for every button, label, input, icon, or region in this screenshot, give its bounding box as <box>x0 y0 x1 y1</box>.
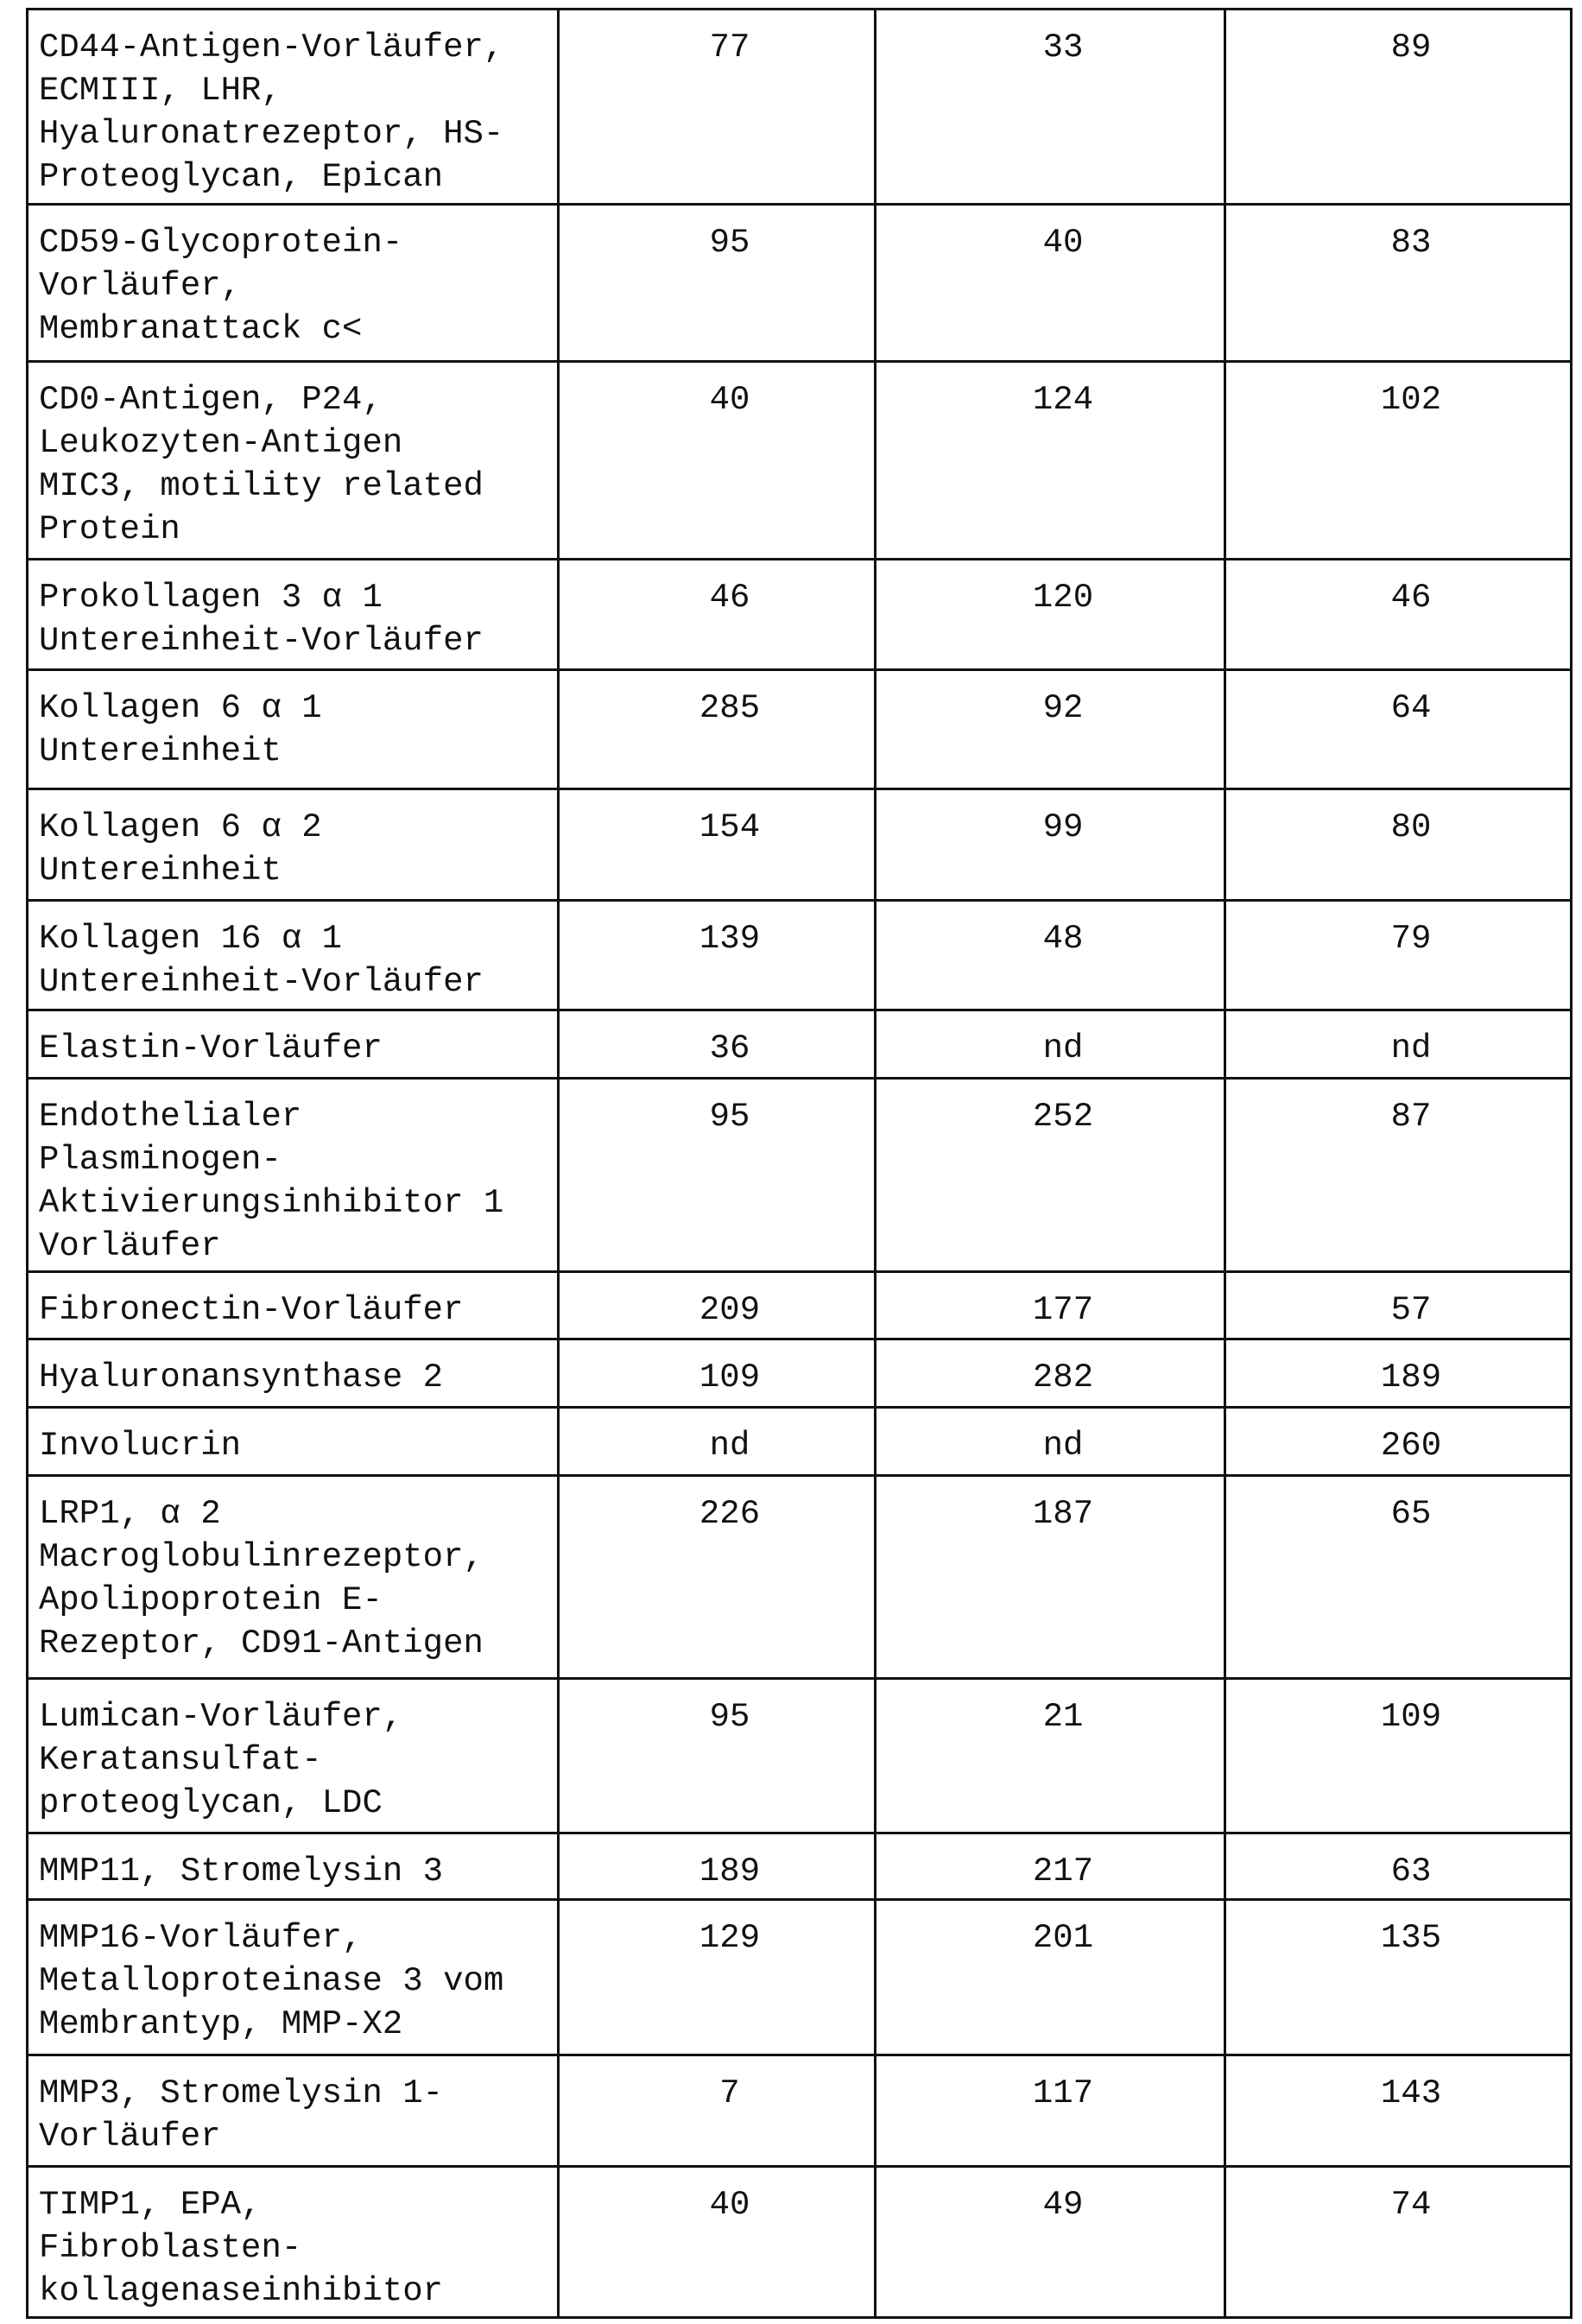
value-cell-1: 95 <box>559 205 876 362</box>
value-cell-2: 252 <box>876 1079 1225 1272</box>
value-cell-2: 120 <box>876 560 1225 670</box>
value-cell-2: 40 <box>876 205 1225 362</box>
value-cell-3: 135 <box>1225 1900 1572 2055</box>
value-cell-3: 87 <box>1225 1079 1572 1272</box>
value-cell-2: 99 <box>876 789 1225 901</box>
value-cell-1: 109 <box>559 1339 876 1408</box>
table-row <box>28 901 1572 1010</box>
table-row <box>28 1408 1572 1476</box>
protein-name-cell: CD0-Antigen, P24, Leukozyten-Antigen MIC3, motility related Protein <box>28 362 559 560</box>
table-row <box>28 1900 1572 2055</box>
value-cell-1: nd <box>559 1408 876 1476</box>
table-row <box>28 1339 1572 1408</box>
protein-name-cell: Kollagen 6 α 1 Untereinheit <box>28 670 559 789</box>
value-cell-1: 36 <box>559 1010 876 1079</box>
value-cell-2: 217 <box>876 1833 1225 1900</box>
value-cell-1: 40 <box>559 362 876 560</box>
value-cell-2: 92 <box>876 670 1225 789</box>
value-cell-2: 124 <box>876 362 1225 560</box>
table-row <box>28 2055 1572 2167</box>
table-row <box>28 1476 1572 1679</box>
protein-name-cell: Prokollagen 3 α 1 Untereinheit-Vorläufer <box>28 560 559 670</box>
table-row <box>28 9 1572 205</box>
value-cell-3: nd <box>1225 1010 1572 1079</box>
value-cell-3: 65 <box>1225 1476 1572 1679</box>
table-row <box>28 789 1572 901</box>
value-cell-1: 46 <box>559 560 876 670</box>
value-cell-3: 79 <box>1225 901 1572 1010</box>
table-row <box>28 1010 1572 1079</box>
value-cell-1: 209 <box>559 1272 876 1339</box>
value-cell-1: 95 <box>559 1679 876 1833</box>
protein-name-cell: Elastin-Vorläufer <box>28 1010 559 1079</box>
value-cell-3: 46 <box>1225 560 1572 670</box>
value-cell-1: 189 <box>559 1833 876 1900</box>
value-cell-1: 129 <box>559 1900 876 2055</box>
value-cell-3: 64 <box>1225 670 1572 789</box>
value-cell-2: 48 <box>876 901 1225 1010</box>
protein-name-cell: Involucrin <box>28 1408 559 1476</box>
table-row <box>28 1833 1572 1900</box>
table-row <box>28 1679 1572 1833</box>
value-cell-3: 102 <box>1225 362 1572 560</box>
value-cell-1: 285 <box>559 670 876 789</box>
value-cell-3: 83 <box>1225 205 1572 362</box>
value-cell-2: 187 <box>876 1476 1225 1679</box>
table-row <box>28 205 1572 362</box>
value-cell-2: 49 <box>876 2167 1225 2318</box>
expression-table <box>26 8 1573 2319</box>
value-cell-3: 80 <box>1225 789 1572 901</box>
protein-name-cell: MMP11, Stromelysin 3 <box>28 1833 559 1900</box>
protein-name-cell: Fibronectin-Vorläufer <box>28 1272 559 1339</box>
value-cell-1: 139 <box>559 901 876 1010</box>
table-body <box>28 9 1572 2318</box>
table-row <box>28 560 1572 670</box>
protein-name-cell: MMP16-Vorläufer, Metalloproteinase 3 vom Membrantyp, MMP-X2 <box>28 1900 559 2055</box>
table-row <box>28 1272 1572 1339</box>
protein-name-cell: MMP3, Stromelysin 1- Vorläufer <box>28 2055 559 2167</box>
value-cell-2: nd <box>876 1010 1225 1079</box>
value-cell-1: 77 <box>559 9 876 205</box>
value-cell-3: 143 <box>1225 2055 1572 2167</box>
protein-name-cell: Endothelialer Plasminogen- Aktivierungsinhibitor 1 Vorläufer <box>28 1079 559 1272</box>
table-row <box>28 670 1572 789</box>
protein-name-cell: CD44-Antigen-Vorläufer, ECMIII, LHR, Hyaluronatrezeptor, HS- Proteoglycan, Epican <box>28 9 559 205</box>
value-cell-2: 201 <box>876 1900 1225 2055</box>
value-cell-3: 63 <box>1225 1833 1572 1900</box>
protein-name-cell: Hyaluronansynthase 2 <box>28 1339 559 1408</box>
value-cell-3: 57 <box>1225 1272 1572 1339</box>
value-cell-1: 154 <box>559 789 876 901</box>
table-row <box>28 1079 1572 1272</box>
value-cell-1: 40 <box>559 2167 876 2318</box>
protein-name-cell: Lumican-Vorläufer, Keratansulfat- proteoglycan, LDC <box>28 1679 559 1833</box>
value-cell-2: 282 <box>876 1339 1225 1408</box>
value-cell-3: 260 <box>1225 1408 1572 1476</box>
protein-name-cell: Kollagen 6 α 2 Untereinheit <box>28 789 559 901</box>
protein-name-cell: TIMP1, EPA, Fibroblasten- kollagenaseinhibitor <box>28 2167 559 2318</box>
protein-name-cell: LRP1, α 2 Macroglobulinrezeptor, Apolipoprotein E- Rezeptor, CD91-Antigen <box>28 1476 559 1679</box>
value-cell-1: 7 <box>559 2055 876 2167</box>
value-cell-3: 74 <box>1225 2167 1572 2318</box>
value-cell-3: 109 <box>1225 1679 1572 1833</box>
value-cell-2: 33 <box>876 9 1225 205</box>
value-cell-2: nd <box>876 1408 1225 1476</box>
table-row <box>28 362 1572 560</box>
value-cell-1: 95 <box>559 1079 876 1272</box>
protein-name-cell: Kollagen 16 α 1 Untereinheit-Vorläufer <box>28 901 559 1010</box>
value-cell-1: 226 <box>559 1476 876 1679</box>
value-cell-2: 21 <box>876 1679 1225 1833</box>
table-row <box>28 2167 1572 2318</box>
value-cell-2: 117 <box>876 2055 1225 2167</box>
value-cell-2: 177 <box>876 1272 1225 1339</box>
value-cell-3: 189 <box>1225 1339 1572 1408</box>
protein-name-cell: CD59-Glycoprotein- Vorläufer, Membranattack c< <box>28 205 559 362</box>
value-cell-3: 89 <box>1225 9 1572 205</box>
